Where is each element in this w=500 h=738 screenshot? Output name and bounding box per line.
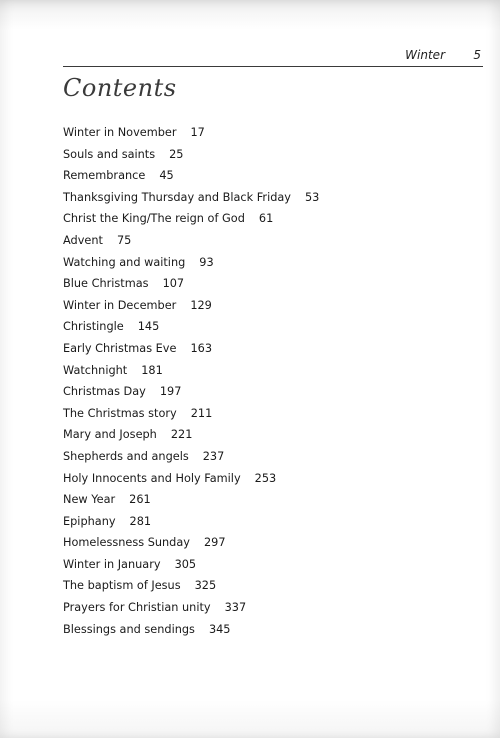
toc-entry-page: 237 [202,449,225,463]
toc-entry [63,403,319,425]
page-number: 5 [473,48,481,62]
toc-entry-page: 45 [159,169,174,183]
toc-entry [63,252,319,274]
toc-entry-page: 345 [208,622,231,636]
toc-entry [63,122,319,144]
table-of-contents [63,122,319,640]
toc-entry-title: Shepherds and angels [63,449,189,463]
toc-entry [63,575,319,597]
toc-entry-page: 297 [203,536,226,550]
toc-entry-page: 17 [190,126,205,139]
toc-entry-title: Prayers for Christian unity [63,601,211,615]
toc-entry-title: Winter in November [63,126,177,139]
toc-entry-page: 181 [141,363,163,377]
toc-entry-page: 281 [129,514,152,528]
running-head [63,46,483,67]
toc-entry-page: 197 [159,385,182,399]
toc-entry-page: 93 [199,255,214,269]
toc-entry-title: Watching and waiting [63,255,186,269]
toc-entry [63,360,319,382]
toc-entry-title: Blessings and sendings [63,622,195,636]
toc-entry-title: Homelessness Sunday [63,536,190,550]
toc-entry [63,446,319,468]
toc-entry-page: 337 [224,601,247,615]
toc-entry [63,273,319,295]
toc-entry [63,165,319,187]
toc-entry-title: Souls and saints [63,147,156,161]
toc-entry-page: 253 [254,471,277,485]
toc-entry-page: 107 [162,277,185,291]
toc-entry-title: Christingle [63,320,124,334]
toc-entry [63,489,319,511]
toc-entry-page: 211 [190,406,213,420]
toc-entry-page: 145 [137,320,160,334]
toc-entry-title: Christmas Day [63,385,146,399]
toc-entry-page: 129 [190,298,212,312]
toc-entry [63,230,319,252]
toc-entry [63,338,319,360]
toc-entry [63,316,319,338]
toc-entry [63,532,319,554]
toc-entry [63,511,319,533]
toc-entry-title: Epiphany [63,514,116,528]
toc-entry-title: Watchnight [63,363,128,377]
toc-entry [63,619,319,641]
toc-entry-title: Advent [63,233,103,247]
toc-entry-title: Holy Innocents and Holy Family [63,471,241,485]
toc-entry-title: Winter in January [63,557,161,571]
toc-entry [63,208,319,230]
running-head-section: Winter [405,48,445,62]
toc-entry [63,468,319,490]
toc-entry [63,187,319,209]
toc-entry-page: 305 [174,557,197,571]
toc-entry-title: New Year [63,493,116,507]
toc-entry-page: 163 [190,341,213,355]
toc-entry-title: Winter in December [63,298,177,312]
toc-entry-title: Remembrance [63,169,146,183]
page-title: Contents [63,74,177,102]
toc-entry-title: Early Christmas Eve [63,341,177,355]
toc-entry [63,144,319,166]
toc-entry-page: 75 [116,233,132,247]
toc-entry-page: 53 [304,190,320,204]
toc-entry-page: 61 [258,212,274,226]
toc-entry-page: 325 [194,579,217,593]
toc-entry-title: The Christmas story [63,406,177,420]
toc-entry-title: Christ the King/The reign of God [63,212,245,226]
toc-entry-page: 261 [129,493,151,507]
toc-entry-title: Thanksgiving Thursday and Black Friday [63,190,291,204]
toc-entry [63,597,319,619]
toc-entry [63,424,319,446]
toc-entry-title: Blue Christmas [63,277,149,291]
toc-entry-page: 221 [170,428,193,442]
toc-entry-title: Mary and Joseph [63,428,157,442]
toc-entry-page: 25 [169,147,184,161]
toc-entry [63,554,319,576]
toc-entry [63,295,319,317]
toc-entry [63,381,319,403]
toc-entry-title: The baptism of Jesus [63,579,181,593]
